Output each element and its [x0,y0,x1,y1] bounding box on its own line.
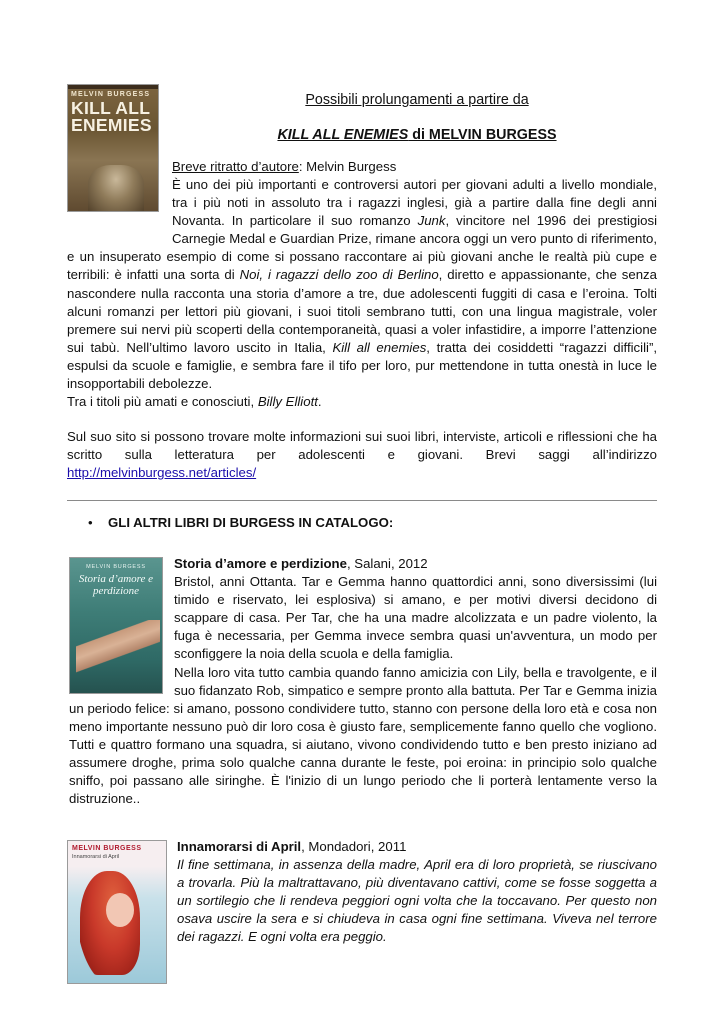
bio-favourites [67,393,657,411]
book1-title: Storia d’amore e perdizione [174,556,347,571]
book2-heading [177,838,657,856]
bio-label [172,158,657,176]
bio-text-c: , diretto e appassionante, che senza nascondere nulla racconta una storia d’amore a tre, due adolescenti fuggiti di casa e l’eroina. Tolti alcuni romanzi per lettori più giovani, i suoi titoli sembrano tutti, con una lingua magistrale, voler premere sui nervi più scoperti della contemporaneità, quasi a voler infastidire, a imporre l’attenzione sui tabù. Nell’ultimo lavoro uscito in Italia, [67,267,657,355]
cover-author: MELVIN BURGESS [71,91,151,98]
book-cover-april-icon [67,840,167,984]
bio-junk: Junk [417,213,446,229]
bio-paragraph [67,176,657,411]
page-title-author: di MELVIN BURGESS [408,127,557,143]
bio-fav-end: . [317,394,322,410]
bio-label-text: Breve ritratto d’autore [172,159,299,174]
book2-publisher: , Mondadori, 2011 [301,839,407,854]
page-title-line-2 [172,125,662,145]
bio-kill: Kill all enemies [332,339,427,355]
site-text: Sul suo sito si possono trovare molte informazioni sui suoi libri, interviste, articoli e riflessioni che ha scritto sulla letteratura per adolescenti e giovani. Brevi saggi all’indirizzo [67,429,657,463]
cover-top-strip [68,85,158,89]
site-link[interactable]: http://melvinburgess.net/articles/ [67,465,257,481]
page-title-line-1: Possibili prolungamenti a partire da [305,92,529,108]
book2-entry [177,838,657,947]
book2-text: Il fine settimana, in assenza della madre, April era di loro proprietà, se riuscivano a trovarla. Più la maltrattavano, più diventavano cattivi, come se fosse soggetta a un sortilegio che li rendeva peggiori ogni volta che la toccavano. Per questo non osava uscire la sera e si chiudeva in casa ogni fine settimana. Viveva nel terrore dei ragazzi. E ogni volta era peggio. [177,857,657,945]
bio-text-a: È uno dei più importanti e controversi autori per giovani adulti a livello mondiale, tra i più noti in assoluto tra i ragazzi inglesi, già a partire dalla fine degli anni Novanta. In particolare il suo romanzo [172,177,657,229]
bullet-icon: • [88,515,93,530]
bio-noi: Noi, i ragazzi dello zoo di Berlino [239,267,439,283]
book1-entry [69,555,657,808]
book1-text-b: Nella loro vita tutto cambia quando fanno amicizia con Lily, bella e travolgente, e il suo fidanzato Rob, simpatico e sempre pronto alla battuta. Per Tar e Gemma inizia un periodo felice: si amano, possono condividere tutto, stanno con persone della loro età e cosa non meno importante nessuno può dir loro cosa è giusto fare, semplicemente fanno quello che vogliono. Tutti e quattro formano una squadra, si aiutano, vivono condividendo tutto e ben presto iniziano ad assumere droghe, prima solo qualche canna durante le feste, poi eroina: in principio solo qualche sniffo, poi passano alle siringhe. È l'inizio di un lungo periodo che li porterà lentamente verso la distruzione.. [69,664,657,807]
cover-author: MELVIN BURGESS [86,564,146,570]
cover-title-line-2: ENEMIES [71,115,152,135]
bio-billy: Billy Elliott [257,394,318,410]
book1-publisher: , Salani, 2012 [346,556,428,571]
cover-title: Innamorarsi di April [72,854,120,860]
bio-fav-text: Tra i titoli più amati e conosciuti, [67,394,258,410]
page-title-book: KILL ALL ENEMIES [277,127,409,143]
float-spacer [69,555,174,699]
bio-label-tail: : Melvin Burgess [298,159,397,174]
catalog-heading-text: GLI ALTRI LIBRI DI BURGESS IN CATALOGO: [108,515,394,530]
catalog-heading [88,514,393,532]
float-spacer [67,176,172,248]
bio-text-d: , tratta dei cosiddetti “ragazzi difficili”, espulsi da scuole e famiglie, e sembra fare il tifo per loro, pur mettendone in tutta onestà in luce le insopportabili debolezze. [67,339,657,392]
bio-text-b: , vincitore nel 1996 dei prestigiosi Carnegie Medal e Guardian Prize, rimane ancora oggi un vero punto di riferimento, e un insuperato esempio di come si possano raccontare ai più giovani anche le realtà più cupe e terribili: è infatti una sorta di [67,213,657,283]
book2-title: Innamorarsi di April [177,839,302,854]
cover-title [71,100,157,134]
cover-author: MELVIN BURGESS [72,845,142,852]
cover-figure-face [106,893,134,927]
book1-text-a: Bristol, anni Ottanta. Tar e Gemma hanno quattordici anni, sono diversissimi (lui timido e riservato, lei esplosiva) si amano, e per motivi diversi decidono di scappare di casa. Per Tar, che ha una madre alcolizzata e un padre violento, la fuga è necessaria, per Gemma invece sembra quasi un'avventura, un modo per sconfiggere la noia della scuola e della famiglia. [174,574,657,662]
cover-title-line-1: KILL ALL [71,98,151,118]
cover-title: Storia d’amore e perdizione [78,573,154,597]
section-divider [67,500,657,501]
site-paragraph [67,428,657,482]
